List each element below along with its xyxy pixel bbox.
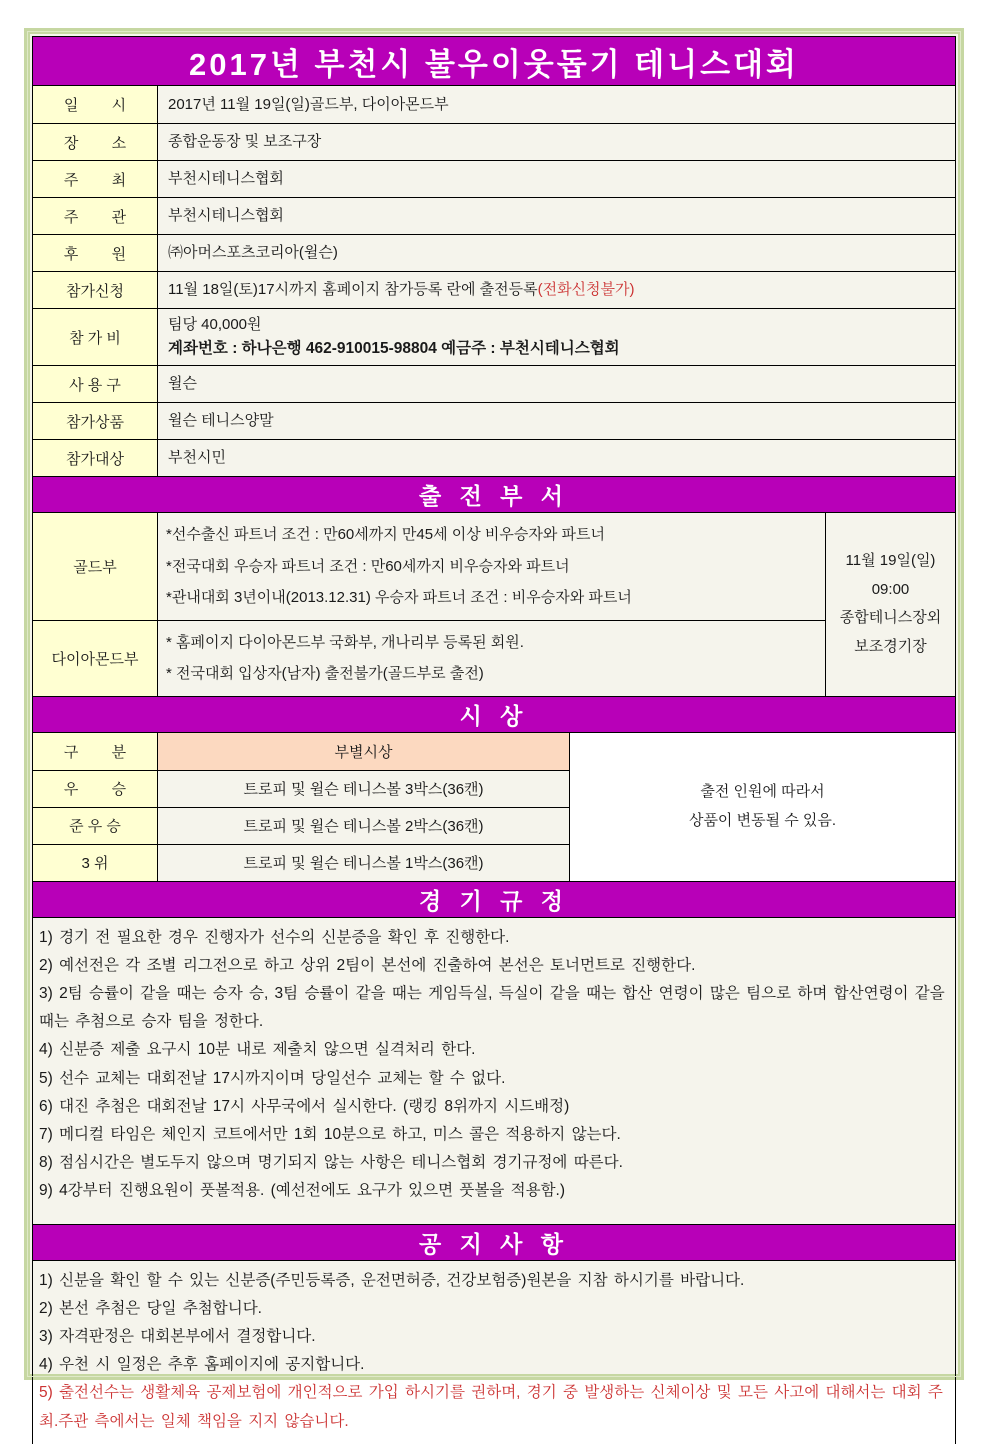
gift-text: 윌슨 테니스양말 [168, 412, 274, 430]
notice-item-4: 4) 우천 시 일정은 추후 홈페이지에 공지합니다. [39, 1356, 365, 1374]
info-table [32, 85, 956, 477]
row-label-gift: 참가상품 [33, 403, 158, 439]
table-row-ball [33, 365, 955, 402]
row-label-date: 일 시 [33, 86, 158, 123]
awards-note [570, 733, 955, 881]
rules-header-text: 경 기 규 정 [418, 887, 570, 914]
rule-item-4: 4) 신분증 제출 요구시 10분 내로 제출치 않으면 실격처리 한다. [39, 1041, 476, 1059]
row-value-sponsor [158, 235, 955, 271]
ball-text: 윌슨 [168, 375, 197, 393]
notice-item-1: 1) 신분을 확인 할 수 있는 신분증(주민등록증, 운전면허증, 건강보험증)원본을 지참 하시기를 바랍니다. [39, 1271, 745, 1289]
table-row-place [33, 123, 955, 160]
document-title [32, 36, 956, 86]
dept-conditions-diamond [158, 620, 825, 696]
rule-item-1: 1) 경기 전 필요한 경우 진행자가 선수의 신분증을 확인 후 진행한다. [39, 928, 510, 946]
rule-item-7: 7) 메디컬 타임은 체인지 코트에서만 1회 10분으로 하고, 미스 콜은 적용하지 않는다. [39, 1125, 621, 1143]
section-header-departments [32, 476, 956, 513]
table-row-gift [33, 402, 955, 439]
schedule-cell [825, 513, 955, 696]
awards-rank-runnerup: 준 우 승 [33, 807, 158, 844]
table-row-date [33, 86, 955, 123]
diamond-condition-2: * 전국대회 입상자(남자) 출전불가(골드부로 출전) [166, 665, 484, 682]
section-header-rules [32, 881, 956, 918]
table-row-registration [33, 271, 955, 308]
awards-table [32, 732, 956, 882]
notice-item-2: 2) 본선 추첨은 당일 추첨합니다. [39, 1299, 262, 1317]
schedule-date: 11월 19일(일) [845, 552, 936, 570]
awards-col-rank: 구 분 [33, 733, 158, 770]
awards-prize-winner: 트로피 및 윌슨 테니스볼 3박스(36캔) [158, 770, 570, 807]
rule-item-5: 5) 선수 교체는 대회전날 17시까지이며 당일선수 교체는 할 수 없다. [39, 1069, 506, 1087]
gold-condition-3: *관내대회 3년이내(2013.12.31) 우승자 파트너 조건 : 비우승자와 파트너 [166, 589, 632, 606]
document-frame [24, 28, 964, 1430]
table-row-fee [33, 308, 955, 365]
table-row-eligibility [33, 439, 955, 476]
row-label-eligibility: 참가대상 [33, 440, 158, 476]
fee-account-text: 계좌번호 : 하나은행 462-910015-98804 예금주 : 부천시테니스협회 [168, 339, 620, 357]
table-row-host [33, 160, 955, 197]
schedule-venue-2: 보조경기장 [854, 637, 927, 655]
rules-list [32, 917, 956, 1225]
section-header-notices [32, 1224, 956, 1261]
rule-item-2: 2) 예선전은 각 조별 리그전으로 하고 상위 2팀이 본선에 진출하여 본선은 토너먼트로 진행한다. [39, 956, 696, 974]
schedule-venue-1: 종합테니스장외 [839, 609, 942, 627]
notices-list [32, 1260, 956, 1444]
row-value-eligibility [158, 440, 955, 476]
notice-item-5-warning: 5) 출전선수는 생활체육 공제보험에 개인적으로 가입 하시기를 권하며, 경기 중 발생하는 신체이상 및 모든 사고에 대해서는 대회 주최.주관 측에서는 일체 책임을 지지 않습니다. [39, 1384, 943, 1430]
awards-header-text: 시 상 [459, 702, 529, 729]
row-label-host: 주 최 [33, 161, 158, 197]
row-label-fee: 참 가 비 [33, 309, 158, 365]
rule-item-3: 3) 2팀 승률이 같을 때는 승자 승, 3팀 승률이 같을 때는 게임득실, 득실이 같을 때는 합산 연령이 많은 팀으로 하며 합산연령이 같을 때는 추첨으로 승자 팀을 정한다. [39, 984, 945, 1031]
row-label-place: 장 소 [33, 124, 158, 160]
dept-name-gold: 골드부 [33, 513, 158, 620]
host-text: 부천시테니스협회 [168, 170, 284, 188]
gold-condition-1: *선수출신 파트너 조건 : 만60세까지 만45세 이상 비우승자와 파트너 [166, 526, 605, 543]
rule-item-8: 8) 점심시간은 별도두지 않으며 명기되지 않는 사항은 테니스협회 경기규정에 따른다. [39, 1154, 623, 1172]
notice-item-3: 3) 자격판정은 대회본부에서 결정합니다. [39, 1327, 316, 1345]
organizer-text: 부천시테니스협회 [168, 207, 284, 225]
row-label-organizer: 주 관 [33, 198, 158, 234]
registration-text: 11월 18일(토)17시까지 홈페이지 참가등록 란에 출전등록 [168, 281, 538, 299]
gold-condition-2: *전국대회 우승자 파트너 조건 : 만60세까지 비우승자와 파트너 [166, 557, 570, 575]
row-value-place [158, 124, 955, 160]
awards-prize-runnerup: 트로피 및 윌슨 테니스볼 2박스(36캔) [158, 807, 570, 844]
departments-table [32, 512, 956, 697]
row-value-host [158, 161, 955, 197]
departments-header-text: 출 전 부 서 [418, 483, 570, 509]
awards-rank-winner: 우 승 [33, 770, 158, 807]
table-row-organizer [33, 197, 955, 234]
table-row-sponsor [33, 234, 955, 271]
awards-col-prize: 부별시상 [158, 733, 570, 770]
document-title-text: 2017년 부천시 불우이웃돕기 테니스대회 [189, 46, 799, 82]
row-value-date [158, 86, 955, 123]
schedule-time: 09:00 [871, 580, 910, 598]
dept-conditions-gold [158, 513, 825, 620]
row-label-sponsor: 후 원 [33, 235, 158, 271]
diamond-condition-1: * 홈페이지 다이아몬드부 국화부, 개나리부 등록된 회원. [166, 633, 524, 651]
row-value-ball [158, 366, 955, 402]
rule-item-9: 9) 4강부터 진행요원이 풋볼적용. (예선전에도 요구가 있으면 풋볼을 적용함.) [39, 1182, 566, 1200]
sponsor-text: ㈜아머스포츠코리아(윌슨) [168, 244, 338, 262]
registration-warning-text: (전화신청불가) [537, 281, 635, 299]
row-label-registration: 참가신청 [33, 272, 158, 308]
awards-prize-third: 트로피 및 윌슨 테니스볼 1박스(36캔) [158, 844, 570, 881]
notices-header-text: 공 지 사 항 [418, 1230, 570, 1257]
awards-note-line-1: 출전 인원에 따라서 [700, 783, 825, 800]
eligibility-text: 부천시민 [168, 449, 226, 467]
dept-name-diamond: 다이아몬드부 [33, 620, 158, 696]
row-value-registration [158, 272, 955, 308]
place-text: 종합운동장 및 보조구장 [168, 133, 322, 151]
fee-amount-text: 팀당 40,000원 [168, 316, 262, 334]
date-text: 2017년 11월 19일(일)골드부, 다이아몬드부 [168, 95, 449, 113]
row-value-gift [158, 403, 955, 439]
awards-note-line-2: 상품이 변동될 수 있음. [688, 811, 837, 829]
section-header-awards [32, 696, 956, 733]
row-value-fee [158, 309, 955, 365]
row-label-ball: 사 용 구 [33, 366, 158, 402]
row-value-organizer [158, 198, 955, 234]
rule-item-6: 6) 대진 추첨은 대회전날 17시 사무국에서 실시한다. (랭킹 8위까지 시드배정) [39, 1097, 570, 1115]
awards-rank-third: 3 위 [33, 844, 158, 881]
